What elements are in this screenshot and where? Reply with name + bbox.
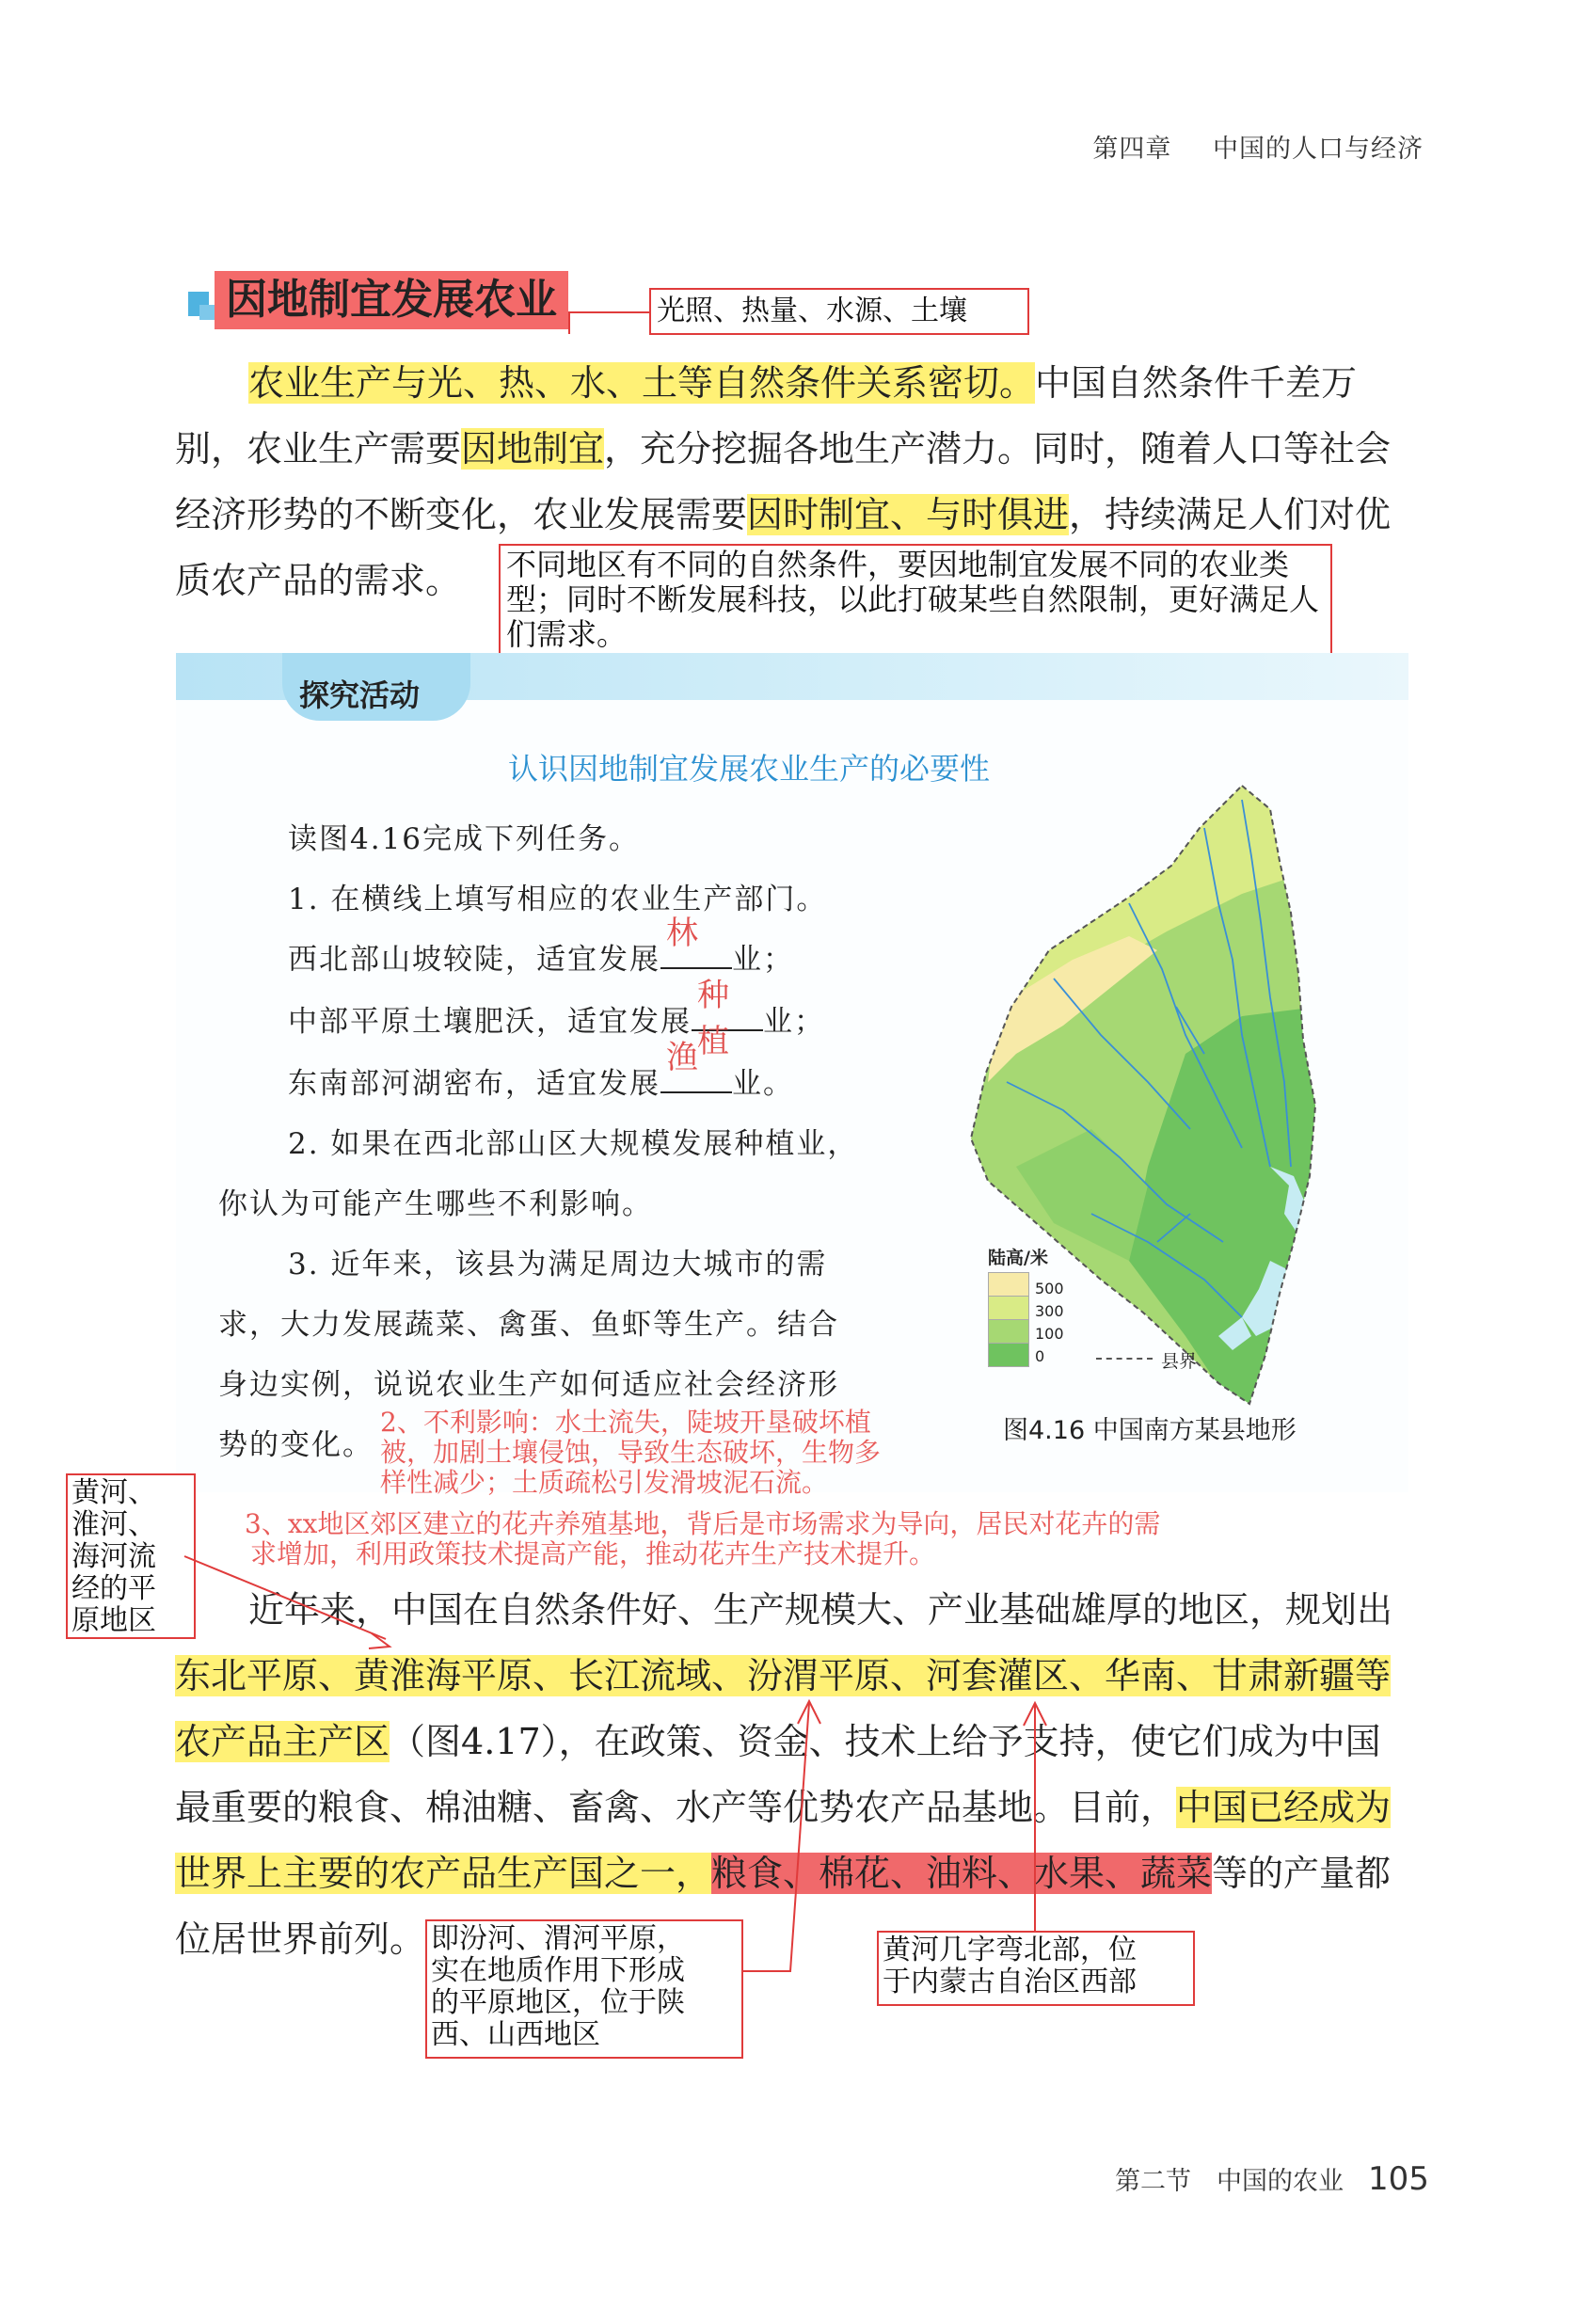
text: 最重要的粮食、棉油糖、畜禽、水产等优势农产品基地。目前，	[175, 1787, 1177, 1828]
para-2-line-5	[175, 1840, 1426, 1906]
section-title: 因地制宜发展农业	[215, 271, 568, 329]
text: 等的产量都	[1212, 1853, 1392, 1894]
activity-title: 认识因地制宜发展农业生产的必要性	[508, 751, 991, 787]
boundary-legend-line	[1096, 1358, 1153, 1360]
note-conditions: 光照、热量、水源、土壤	[649, 288, 1029, 335]
text: ，持续满足人们对优	[1069, 494, 1392, 535]
para-2-line-3	[175, 1709, 1426, 1775]
highlight-main-areas: 农产品主产区	[175, 1721, 390, 1762]
text: 西北部山坡较陡，适宜发展	[288, 943, 660, 977]
answer-blank-planting[interactable]	[692, 977, 763, 1060]
boundary-legend-label: 县界	[1161, 1351, 1198, 1372]
note-summary: 不同地区有不同的自然条件，要因地制宜发展不同的农业类型；同时不断发展科技，以此打破某些自然限制，更好满足人们需求。	[499, 544, 1332, 662]
note-line: 原地区	[72, 1604, 156, 1637]
footer-section: 第二节 中国的农业	[1115, 2167, 1344, 2196]
para-2-line-4	[175, 1775, 1426, 1840]
highlight-yindi: 因地制宜	[461, 428, 605, 470]
activity-intro: 读图4.16完成下列任务。	[288, 822, 641, 856]
text: 中部平原土壤肥沃，适宜发展	[288, 1005, 692, 1039]
question-1c	[288, 1039, 794, 1102]
text: 别，农业生产需要	[175, 428, 462, 470]
note-hetao	[877, 1931, 1195, 2006]
note-line: 海河流	[72, 1540, 156, 1573]
answer-3	[245, 1509, 1374, 1569]
answer-3-line-2: 求增加，利用政策技术提高产能，推动花卉生产技术提升。	[250, 1538, 936, 1569]
para-2	[175, 1577, 1426, 1972]
handwritten-answer: 渔	[666, 1039, 700, 1076]
legend-swatch-0	[988, 1344, 1029, 1367]
conditions-arrow	[560, 301, 654, 339]
intro-line-4: 质农产品的需求。	[175, 560, 462, 601]
highlight-world-producer: 世界上主要的农产品生产国之一，	[175, 1853, 712, 1894]
para-2-line-2	[175, 1643, 1426, 1709]
question-3-line-4: 势的变化。	[218, 1428, 374, 1462]
question-2-line-1: 2. 如果在西北部山区大规模发展种植业，	[288, 1127, 859, 1161]
answer-3-line-1: 3、xx地区郊区建立的花卉养殖基地，背后是市场需求为导向，居民对花卉的需	[245, 1508, 1161, 1539]
question-3-line-1: 3. 近年来，该县为满足周边大城市的需	[288, 1248, 828, 1281]
note-line: 的平原地区，位于陕	[431, 1986, 685, 2019]
note-line: 经的平	[72, 1572, 156, 1605]
page-number: 105	[1368, 2160, 1429, 2198]
answer-blank-forestry[interactable]	[660, 915, 732, 969]
note-line: 淮河、	[72, 1508, 156, 1541]
answer-blank-fishery[interactable]	[660, 1039, 732, 1093]
highlight-regions: 东北平原、黄淮海平原、长江流域、汾渭平原、河套灌区、华南、甘肃新疆等	[175, 1655, 1392, 1696]
question-1: 1. 在横线上填写相应的农业生产部门。	[288, 883, 828, 916]
legend-swatch-100	[988, 1320, 1029, 1344]
running-header	[1092, 128, 1424, 165]
question-1b	[288, 977, 825, 1060]
figure-caption: 图4.16 中国南方某县地形	[1003, 1416, 1297, 1445]
chapter-title: 中国的人口与经济	[1213, 135, 1424, 164]
legend-label-300: 300	[1035, 1302, 1064, 1320]
note-line: 黄河、	[72, 1476, 156, 1509]
para-2-line-1: 近年来，中国在自然条件好、生产规模大、产业基础雄厚的地区，规划出	[248, 1589, 1393, 1631]
answer-2-line-3: 样性减少；土质疏松引发滑坡泥石流。	[380, 1467, 829, 1498]
page-footer	[1115, 2160, 1429, 2198]
answer-2	[380, 1408, 1001, 1498]
highlight-yinshi: 因时制宜、与时俱进	[747, 494, 1070, 535]
chapter-number: 第四章	[1092, 135, 1172, 164]
legend-label-500: 500	[1035, 1280, 1064, 1297]
note-line: 实在地质作用下形成	[431, 1954, 685, 1987]
text: 经济形势的不断变化，农业发展需要	[175, 494, 748, 535]
highlight-china-producer: 中国已经成为	[1176, 1787, 1392, 1828]
title-decoration-2	[199, 305, 215, 320]
note-line: 西、山西地区	[431, 2018, 600, 2051]
legend-swatch-300	[988, 1297, 1029, 1320]
legend-swatch-500	[988, 1272, 1029, 1297]
answer-2-line-1: 2、不利影响：水土流失，陡坡开垦破坏植	[380, 1407, 871, 1438]
note-line: 于内蒙古自治区西部	[883, 1966, 1137, 1998]
note-fenwei	[425, 1919, 743, 2059]
question-3-line-2: 求，大力发展蔬菜、禽蛋、鱼虾等生产。结合	[218, 1308, 839, 1342]
elevation-legend	[988, 1272, 1029, 1362]
text: 业；	[763, 1005, 825, 1039]
handwritten-answer: 种植	[697, 977, 731, 1060]
question-2-line-2: 你认为可能产生哪些不利影响。	[218, 1187, 653, 1221]
text: ，充分挖掘各地生产潜力。同时，随着人口等社会	[604, 428, 1392, 470]
intro-line-2	[175, 416, 1426, 482]
answer-2-line-2: 被，加剧土壤侵蚀，导致生态破坏，生物多	[380, 1437, 882, 1468]
highlight-conditions: 农业生产与光、热、水、土等自然条件关系密切。	[248, 362, 1036, 404]
text: 业；	[732, 943, 794, 977]
text: 业。	[732, 1067, 794, 1101]
intro-line-1	[175, 350, 1426, 416]
legend-label-100: 100	[1035, 1325, 1064, 1343]
note-line: 黄河几字弯北部，位	[883, 1934, 1137, 1966]
intro-line-3	[175, 482, 1426, 548]
para-2-line-6: 位居世界前列。	[175, 1918, 426, 1960]
handwritten-answer: 林	[666, 915, 700, 952]
highlight-products: 粮食、棉花、油料、水果、蔬菜	[711, 1853, 1213, 1894]
legend-label-0: 0	[1035, 1347, 1045, 1365]
text: （图4.17），在政策、资金、技术上给予支持，使它们成为中国	[390, 1721, 1381, 1762]
text: 东南部河湖密布，适宜发展	[288, 1067, 660, 1101]
activity-label: 探究活动	[299, 677, 421, 713]
legend-title: 陆高/米	[988, 1248, 1048, 1268]
note-line: 即汾河、渭河平原，	[431, 1922, 685, 1955]
question-3-line-3: 身边实例，说说农业生产如何适应社会经济形	[218, 1368, 839, 1402]
text: 中国自然条件千差万	[1035, 362, 1358, 404]
